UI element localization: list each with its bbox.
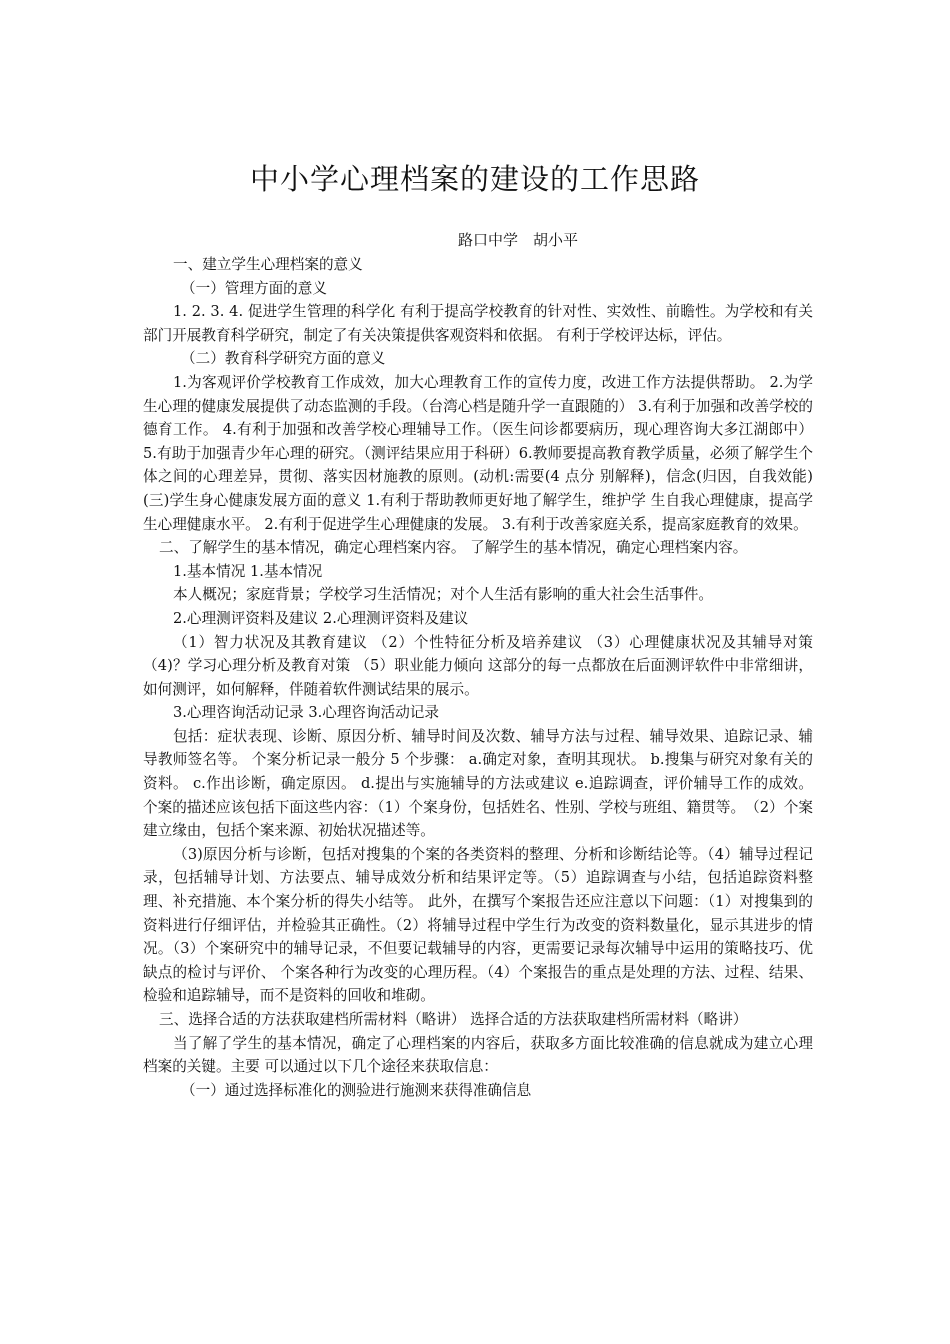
section-heading-1: 一、建立学生心理档案的意义 xyxy=(173,256,363,273)
author-byline: 路口中学 胡小平 xyxy=(458,231,579,249)
paragraph: 当了解了学生的基本情况，确定了心理档案的内容后，获取多方面比较准确的信息就成为建立心理档案的关键。主要 可以通过以下几个途径来获取信息： xyxy=(143,1034,813,1076)
paragraph: 本人概况；家庭背景；学校学习生活情况；对个人生活有影响的重大社会生活事件。 xyxy=(173,586,713,604)
subsection-heading-3-1: （一）通过选择标准化的测验进行施测来获得准确信息 xyxy=(181,1081,532,1099)
document-body xyxy=(143,253,813,1102)
paragraph: 1. 2. 3. 4. 促进学生管理的科学化 有利于提高学校教育的针对性、实效性、前瞻性。为学校和有关部门开展教育科学研究，制定了有关决策提供客观资料和依据。 有利于学校评达标，评估。 xyxy=(143,303,813,344)
section-heading-2: 二、了解学生的基本情况，确定心理档案内容。 了解学生的基本情况，确定心理档案内容。 xyxy=(159,539,748,557)
subsection-heading-2-3: 3.心理咨询活动记录 3.心理咨询活动记录 xyxy=(173,704,439,722)
paragraph: （3)原因分析与诊断，包括对搜集的个案的各类资料的整理、分析和诊断结论等。（4）辅导过程记录，包括辅导计划、方法要点、辅导成效分析和结果评定等。（5）追踪调查与小结，包括追踪资料整理、补充措施、本个案分析的得失小结等。 此外，在撰写个案报告还应注意以下问题：（1）对搜集到的资料进行仔细评估，并检验其正确性。（2）将辅导过程中学生行为改变的资料数量化，显示其进步的情况。（3）个案研究中的辅导记录，不但要记载辅导的内容，更需要记录每次辅导中运用的策略技巧、优缺点的检讨与评价、 个案各种行为改变的心理历程。（4）个案报告的重点是处理的方法、过程、结果、检验和追踪辅导，而不是资料的回收和堆砌。 xyxy=(143,845,813,1005)
subsection-heading-2-1: 1.基本情况 1.基本情况 xyxy=(173,562,323,580)
subsection-heading-1-2: （二）教育科学研究方面的意义 xyxy=(181,350,386,368)
subsection-heading-2-2: 2.心理测评资料及建议 2.心理测评资料及建议 xyxy=(173,609,469,627)
paragraph: 包括：症状表现、诊断、原因分析、辅导时间及次数、辅导方法与过程、辅导效果、追踪记录、辅导教师签名等。 个案分析记录一般分 5 个步骤： a.确定对象，查明其现状。 b.搜集与研究对象有关的资料。 c.作出诊断，确定原因。 d.提出与实施辅导的方法或建议 e.追踪调查，评价辅导工作的成效。 个案的描述应该包括下面这些内容：（1）个案身份，包括姓名、性别、学校与班组、籍贯等。 （2）个案建立缘由，包括个案来源、初始状况描述等。 xyxy=(143,727,813,840)
paragraph: 1.为客观评价学校教育工作成效，加大心理教育工作的宣传力度，改进工作方法提供帮助。 2.为学生心理的健康发展提供了动态监测的手段。（台湾心档是随升学一直跟随的） 3.有利于加强和改善学校的德育工作。 4.有利于加强和改善学校心理辅导工作。（医生问诊都要病历，现心理咨询大多江湖郎中） 5.有助于加强青少年心理的研究。（测评结果应用于科研）6.教师要提高教育教学质量，必须了解学生个体之间的心理差异，贯彻、落实因材施教的原则。(动机:需要(4 点分 别解释)，信念(归因，自我效能)(三)学生身心健康发展方面的意义 1.有利于帮助教师更好地了解学生，维护学 生自我心理健康，提高学生心理健康水平。 2.有利于促进学生心理健康的发展。 3.有利于改善家庭关系，提高家庭教育的效果。 xyxy=(143,373,813,533)
paragraph: （1）智力状况及其教育建议 （2）个性特征分析及培养建议 （3）心理健康状况及其辅导对策 （4)？学习心理分析及教育对策 （5）职业能力倾向 这部分的每一点都放在后面测评软件中非常细讲，如何测评，如何解释，伴随着软件测试结果的展示。 xyxy=(143,633,813,698)
subsection-heading-1-1: （一）管理方面的意义 xyxy=(181,279,327,297)
section-heading-3: 三、选择合适的方法获取建档所需材料（略讲） 选择合适的方法获取建档所需材料（略讲） xyxy=(159,1011,748,1028)
document-title: 中小学心理档案的建设的工作思路 xyxy=(249,162,700,196)
